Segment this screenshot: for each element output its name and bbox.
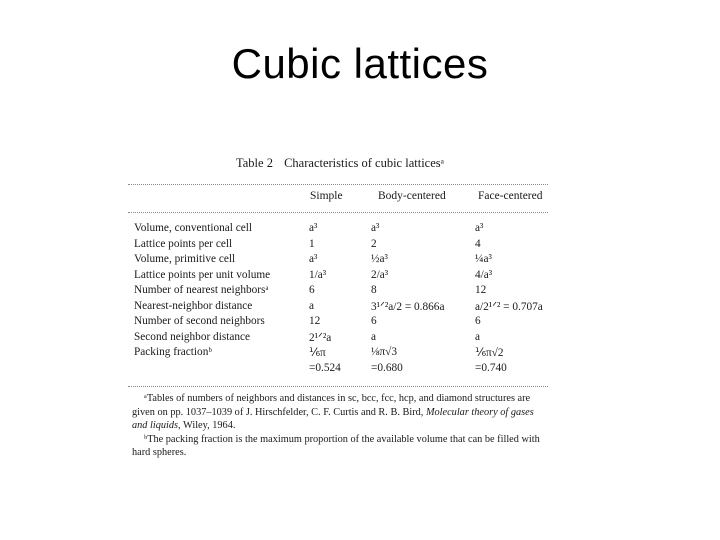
row-quantity: Packing fractionᵇ: [134, 346, 212, 358]
table-footnotes: [132, 392, 548, 460]
table-row: [134, 269, 548, 284]
row-quantity: Volume, primitive cell: [134, 253, 236, 265]
footnote-a-book-title: Molecular theory of gases and liquids,: [132, 406, 534, 432]
row-quantity: Nearest-neighbor distance: [134, 299, 253, 312]
cell-simple: a³: [309, 253, 318, 265]
cell-simple: 1/a³: [309, 268, 327, 281]
cell-face-centered: 4/a³: [475, 268, 493, 281]
cell-body-centered: 6: [371, 315, 377, 327]
cell-face-centered: a: [475, 330, 481, 343]
footnote-b: ᵇThe packing fraction is the maximum proportion of the available volume that can be filled with hard spheres.: [132, 433, 540, 459]
column-header-face-centered: Face-centered: [478, 190, 543, 202]
row-quantity: Lattice points per unit volume: [134, 268, 271, 281]
footnote-a-tail: Wiley, 1964.: [180, 420, 236, 432]
cell-body-centered: 2: [371, 237, 377, 250]
row-quantity: Lattice points per cell: [134, 237, 233, 250]
table-row: [134, 253, 548, 268]
cell-simple: 12: [309, 315, 321, 327]
cell-simple: a: [309, 299, 315, 312]
slide-title: Cubic lattices: [231, 40, 489, 87]
cell-face-centered: a/2¹ᐟ² = 0.707a: [475, 300, 543, 313]
cell-face-centered: 12: [475, 284, 487, 296]
table-bottom-rule: [128, 386, 548, 387]
table-caption: [236, 156, 444, 171]
cell-body-centered: 8: [371, 284, 377, 296]
table-row: [134, 346, 548, 361]
cell-simple: 1: [309, 237, 315, 250]
cell-simple: a³: [309, 222, 318, 234]
footnote-a-text: ᵃTables of numbers of neighbors and distances in sc, bcc, fcc, hcp, and diamond structures are given on pp. 1037–1039 of J. Hirschfelder, C. F. Curtis and R. B. Bird,: [132, 393, 531, 418]
table-row: [134, 222, 548, 237]
cell-face-centered: =0.740: [475, 361, 507, 374]
table-row: [134, 284, 548, 299]
table-row: [134, 315, 548, 330]
row-quantity: Volume, conventional cell: [134, 222, 253, 234]
cell-body-centered: ½a³: [371, 253, 388, 265]
table-label: Table 2: [236, 156, 273, 170]
table-caption-text: Characteristics of cubic latticesᵃ: [284, 156, 445, 170]
table-row: [134, 331, 548, 346]
cell-body-centered: =0.680: [371, 361, 403, 374]
cell-body-centered: 2/a³: [371, 268, 389, 281]
row-quantity: Number of nearest neighborsᵃ: [134, 284, 269, 296]
cell-face-centered: 4: [475, 237, 481, 250]
cell-simple: =0.524: [309, 361, 341, 374]
cell-simple: 6: [309, 284, 315, 296]
cell-body-centered: a³: [371, 222, 380, 234]
row-quantity: Number of second neighbors: [134, 315, 265, 327]
footnote-a: [132, 392, 548, 433]
table-row: [134, 362, 548, 377]
column-header-body-centered: Body-centered: [378, 190, 446, 202]
cell-face-centered: ⅙π√2: [475, 347, 504, 359]
cell-simple: ⅙π: [309, 347, 326, 359]
cell-face-centered: ¼a³: [475, 253, 492, 265]
cell-body-centered: 3¹ᐟ²a/2 = 0.866a: [371, 300, 445, 313]
cell-body-centered: ⅛π√3: [371, 346, 398, 358]
table-top-rule: [128, 184, 548, 185]
row-quantity: Second neighbor distance: [134, 330, 251, 343]
column-header-simple: Simple: [310, 190, 343, 202]
scanned-table: [128, 150, 554, 475]
cell-simple: 2¹ᐟ²a: [309, 331, 332, 344]
table-header-rule: [128, 212, 548, 213]
cell-body-centered: a: [371, 330, 377, 343]
cell-face-centered: 6: [475, 315, 481, 327]
table-row: [134, 238, 548, 253]
table-row: [134, 300, 548, 315]
cell-face-centered: a³: [475, 222, 484, 234]
